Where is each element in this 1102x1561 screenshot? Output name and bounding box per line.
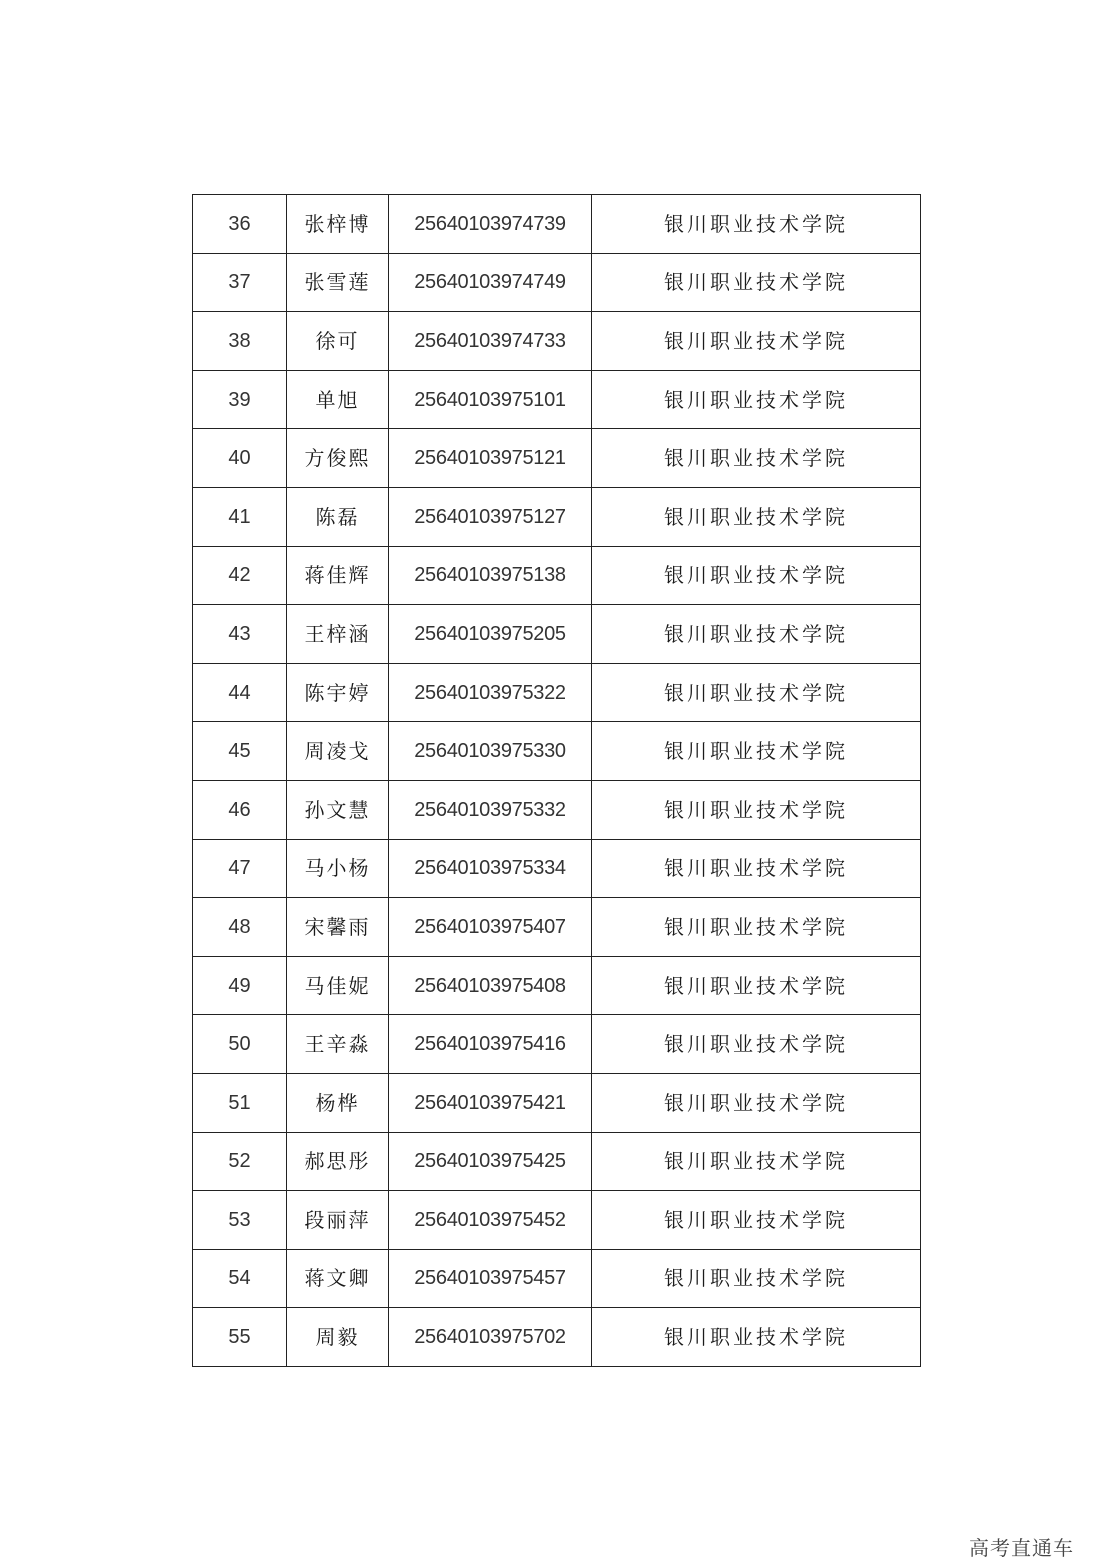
exam-id: 25640103975421 — [389, 1073, 592, 1132]
school-name: 银川职业技术学院 — [592, 1132, 921, 1191]
school-name: 银川职业技术学院 — [592, 1073, 921, 1132]
row-number: 54 — [193, 1249, 287, 1308]
student-name: 张梓博 — [287, 195, 389, 254]
table-row — [193, 195, 921, 254]
student-name: 方俊熙 — [287, 429, 389, 488]
row-number: 50 — [193, 1015, 287, 1074]
school-name: 银川职业技术学院 — [592, 370, 921, 429]
school-name: 银川职业技术学院 — [592, 1308, 921, 1367]
exam-id: 25640103975408 — [389, 956, 592, 1015]
school-name: 银川职业技术学院 — [592, 312, 921, 371]
exam-id: 25640103975416 — [389, 1015, 592, 1074]
student-name: 陈磊 — [287, 487, 389, 546]
table-row — [193, 312, 921, 371]
student-name: 马小杨 — [287, 839, 389, 898]
student-name: 周毅 — [287, 1308, 389, 1367]
student-name: 孙文慧 — [287, 780, 389, 839]
watermark-text: 高考直通车 — [969, 1536, 1074, 1560]
exam-id: 25640103975121 — [389, 429, 592, 488]
table-row — [193, 1015, 921, 1074]
exam-id: 25640103975205 — [389, 605, 592, 664]
exam-id: 25640103975138 — [389, 546, 592, 605]
row-number: 45 — [193, 722, 287, 781]
school-name: 银川职业技术学院 — [592, 1015, 921, 1074]
row-number: 36 — [193, 195, 287, 254]
exam-id: 25640103975334 — [389, 839, 592, 898]
school-name: 银川职业技术学院 — [592, 839, 921, 898]
row-number: 48 — [193, 898, 287, 957]
exam-id: 25640103975101 — [389, 370, 592, 429]
table-row — [193, 722, 921, 781]
roster-table — [192, 194, 921, 1367]
exam-id: 25640103975702 — [389, 1308, 592, 1367]
table-row — [193, 1132, 921, 1191]
row-number: 37 — [193, 253, 287, 312]
row-number: 55 — [193, 1308, 287, 1367]
school-name: 银川职业技术学院 — [592, 195, 921, 254]
school-name: 银川职业技术学院 — [592, 898, 921, 957]
table-row — [193, 429, 921, 488]
student-name: 蒋文卿 — [287, 1249, 389, 1308]
table-row — [193, 1249, 921, 1308]
row-number: 41 — [193, 487, 287, 546]
school-name: 银川职业技术学院 — [592, 780, 921, 839]
table-row — [193, 780, 921, 839]
school-name: 银川职业技术学院 — [592, 253, 921, 312]
exam-id: 25640103974739 — [389, 195, 592, 254]
table-row — [193, 1308, 921, 1367]
roster-table-body — [193, 195, 921, 1367]
school-name: 银川职业技术学院 — [592, 722, 921, 781]
table-row — [193, 1073, 921, 1132]
student-name: 段丽萍 — [287, 1191, 389, 1250]
row-number: 40 — [193, 429, 287, 488]
school-name: 银川职业技术学院 — [592, 487, 921, 546]
school-name: 银川职业技术学院 — [592, 663, 921, 722]
exam-id: 25640103975127 — [389, 487, 592, 546]
table-row — [193, 370, 921, 429]
table-row — [193, 956, 921, 1015]
student-name: 杨桦 — [287, 1073, 389, 1132]
table-row — [193, 253, 921, 312]
exam-id: 25640103974749 — [389, 253, 592, 312]
student-name: 徐可 — [287, 312, 389, 371]
school-name: 银川职业技术学院 — [592, 956, 921, 1015]
exam-id: 25640103975332 — [389, 780, 592, 839]
student-name: 郝思彤 — [287, 1132, 389, 1191]
student-name: 张雪莲 — [287, 253, 389, 312]
table-row — [193, 605, 921, 664]
exam-id: 25640103975322 — [389, 663, 592, 722]
school-name: 银川职业技术学院 — [592, 546, 921, 605]
student-name: 陈宇婷 — [287, 663, 389, 722]
student-name: 王梓涵 — [287, 605, 389, 664]
row-number: 47 — [193, 839, 287, 898]
exam-id: 25640103975330 — [389, 722, 592, 781]
row-number: 51 — [193, 1073, 287, 1132]
school-name: 银川职业技术学院 — [592, 429, 921, 488]
school-name: 银川职业技术学院 — [592, 1249, 921, 1308]
row-number: 38 — [193, 312, 287, 371]
row-number: 39 — [193, 370, 287, 429]
table-row — [193, 839, 921, 898]
exam-id: 25640103975457 — [389, 1249, 592, 1308]
school-name: 银川职业技术学院 — [592, 1191, 921, 1250]
row-number: 49 — [193, 956, 287, 1015]
student-name: 单旭 — [287, 370, 389, 429]
row-number: 44 — [193, 663, 287, 722]
student-name: 王辛淼 — [287, 1015, 389, 1074]
row-number: 53 — [193, 1191, 287, 1250]
student-name: 蒋佳辉 — [287, 546, 389, 605]
exam-id: 25640103975425 — [389, 1132, 592, 1191]
exam-id: 25640103974733 — [389, 312, 592, 371]
table-row — [193, 1191, 921, 1250]
exam-id: 25640103975452 — [389, 1191, 592, 1250]
student-name: 周凌戈 — [287, 722, 389, 781]
row-number: 52 — [193, 1132, 287, 1191]
table-row — [193, 898, 921, 957]
student-name: 宋馨雨 — [287, 898, 389, 957]
student-name: 马佳妮 — [287, 956, 389, 1015]
row-number: 43 — [193, 605, 287, 664]
row-number: 42 — [193, 546, 287, 605]
table-row — [193, 546, 921, 605]
table-row — [193, 487, 921, 546]
table-row — [193, 663, 921, 722]
school-name: 银川职业技术学院 — [592, 605, 921, 664]
row-number: 46 — [193, 780, 287, 839]
exam-id: 25640103975407 — [389, 898, 592, 957]
